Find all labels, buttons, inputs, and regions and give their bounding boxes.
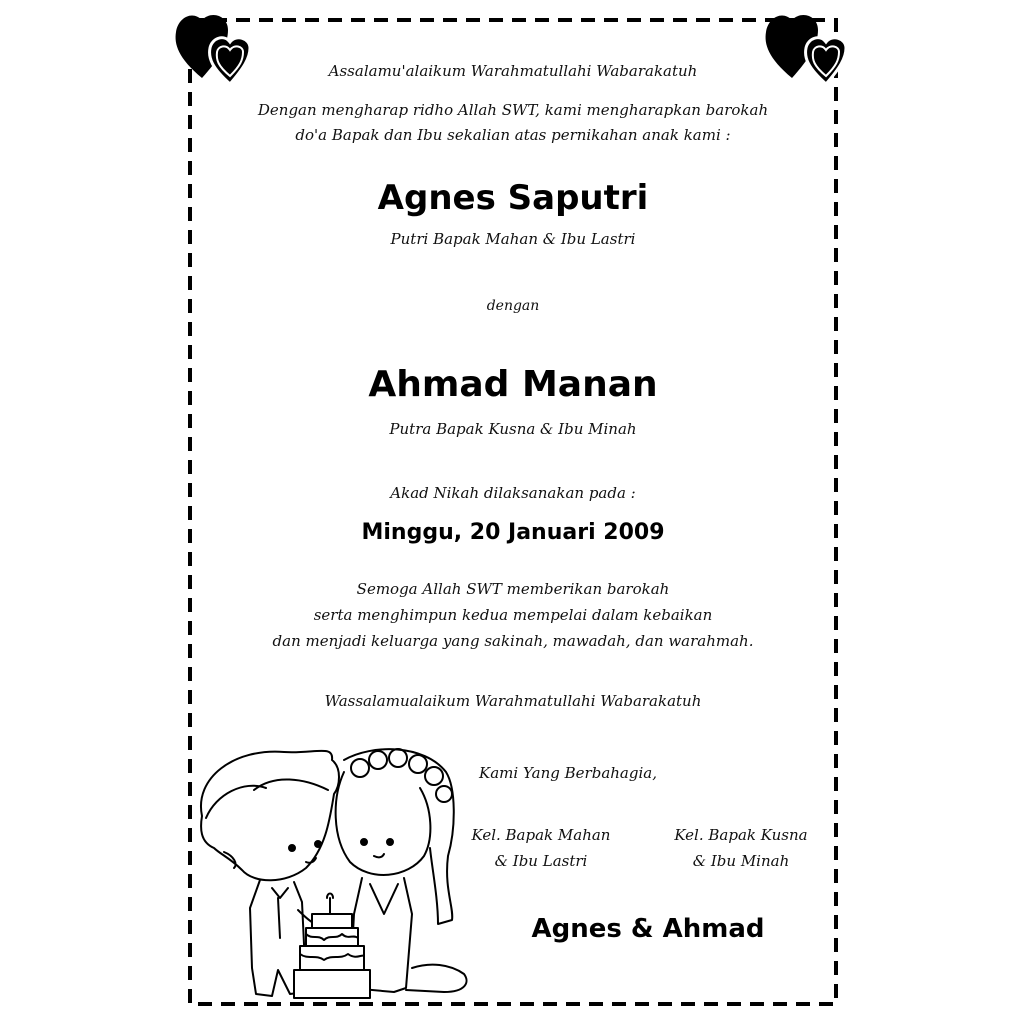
family-groom-line-1: Kel. Bapak Kusna [674, 826, 808, 844]
event-date: Minggu, 20 Januari 2009 [361, 520, 665, 545]
akad-label: Akad Nikah dilaksanakan pada : [390, 484, 636, 502]
connector-text: dengan [486, 298, 540, 314]
opening-greeting: Assalamu'alaikum Warahmatullahi Wabarakatuh [328, 62, 698, 80]
bride-parents: Putri Bapak Mahan & Ibu Lastri [390, 230, 636, 248]
groom-name: Ahmad Manan [368, 364, 658, 405]
family-groom-line-2: & Ibu Minah [692, 852, 790, 870]
prayer-line-2: serta menghimpun kedua mempelai dalam kebaikan [313, 606, 713, 624]
prayer-line-3: dan menjadi keluarga yang sakinah, mawadah, dan warahmah. [272, 632, 754, 650]
couple-names: Agnes & Ahmad [531, 914, 765, 944]
closing-greeting: Wassalamualaikum Warahmatullahi Wabarakatuh [324, 692, 702, 710]
intro-line-1: Dengan mengharap ridho Allah SWT, kami mengharapkan barokah [257, 101, 769, 119]
bride-name: Agnes Saputri [377, 178, 649, 218]
groom-parents: Putra Bapak Kusna & Ibu Minah [389, 420, 637, 438]
family-bride-line-2: & Ibu Lastri [494, 852, 588, 870]
bride-groom-cake-illustration [194, 738, 484, 1006]
intro-line-2: do'a Bapak dan Ibu sekalian atas pernikahan anak kami : [295, 126, 731, 144]
family-bride-line-1: Kel. Bapak Mahan [471, 826, 611, 844]
signoff-text: Kami Yang Berbahagia, [479, 764, 657, 782]
prayer-line-1: Semoga Allah SWT memberikan barokah [356, 580, 670, 598]
